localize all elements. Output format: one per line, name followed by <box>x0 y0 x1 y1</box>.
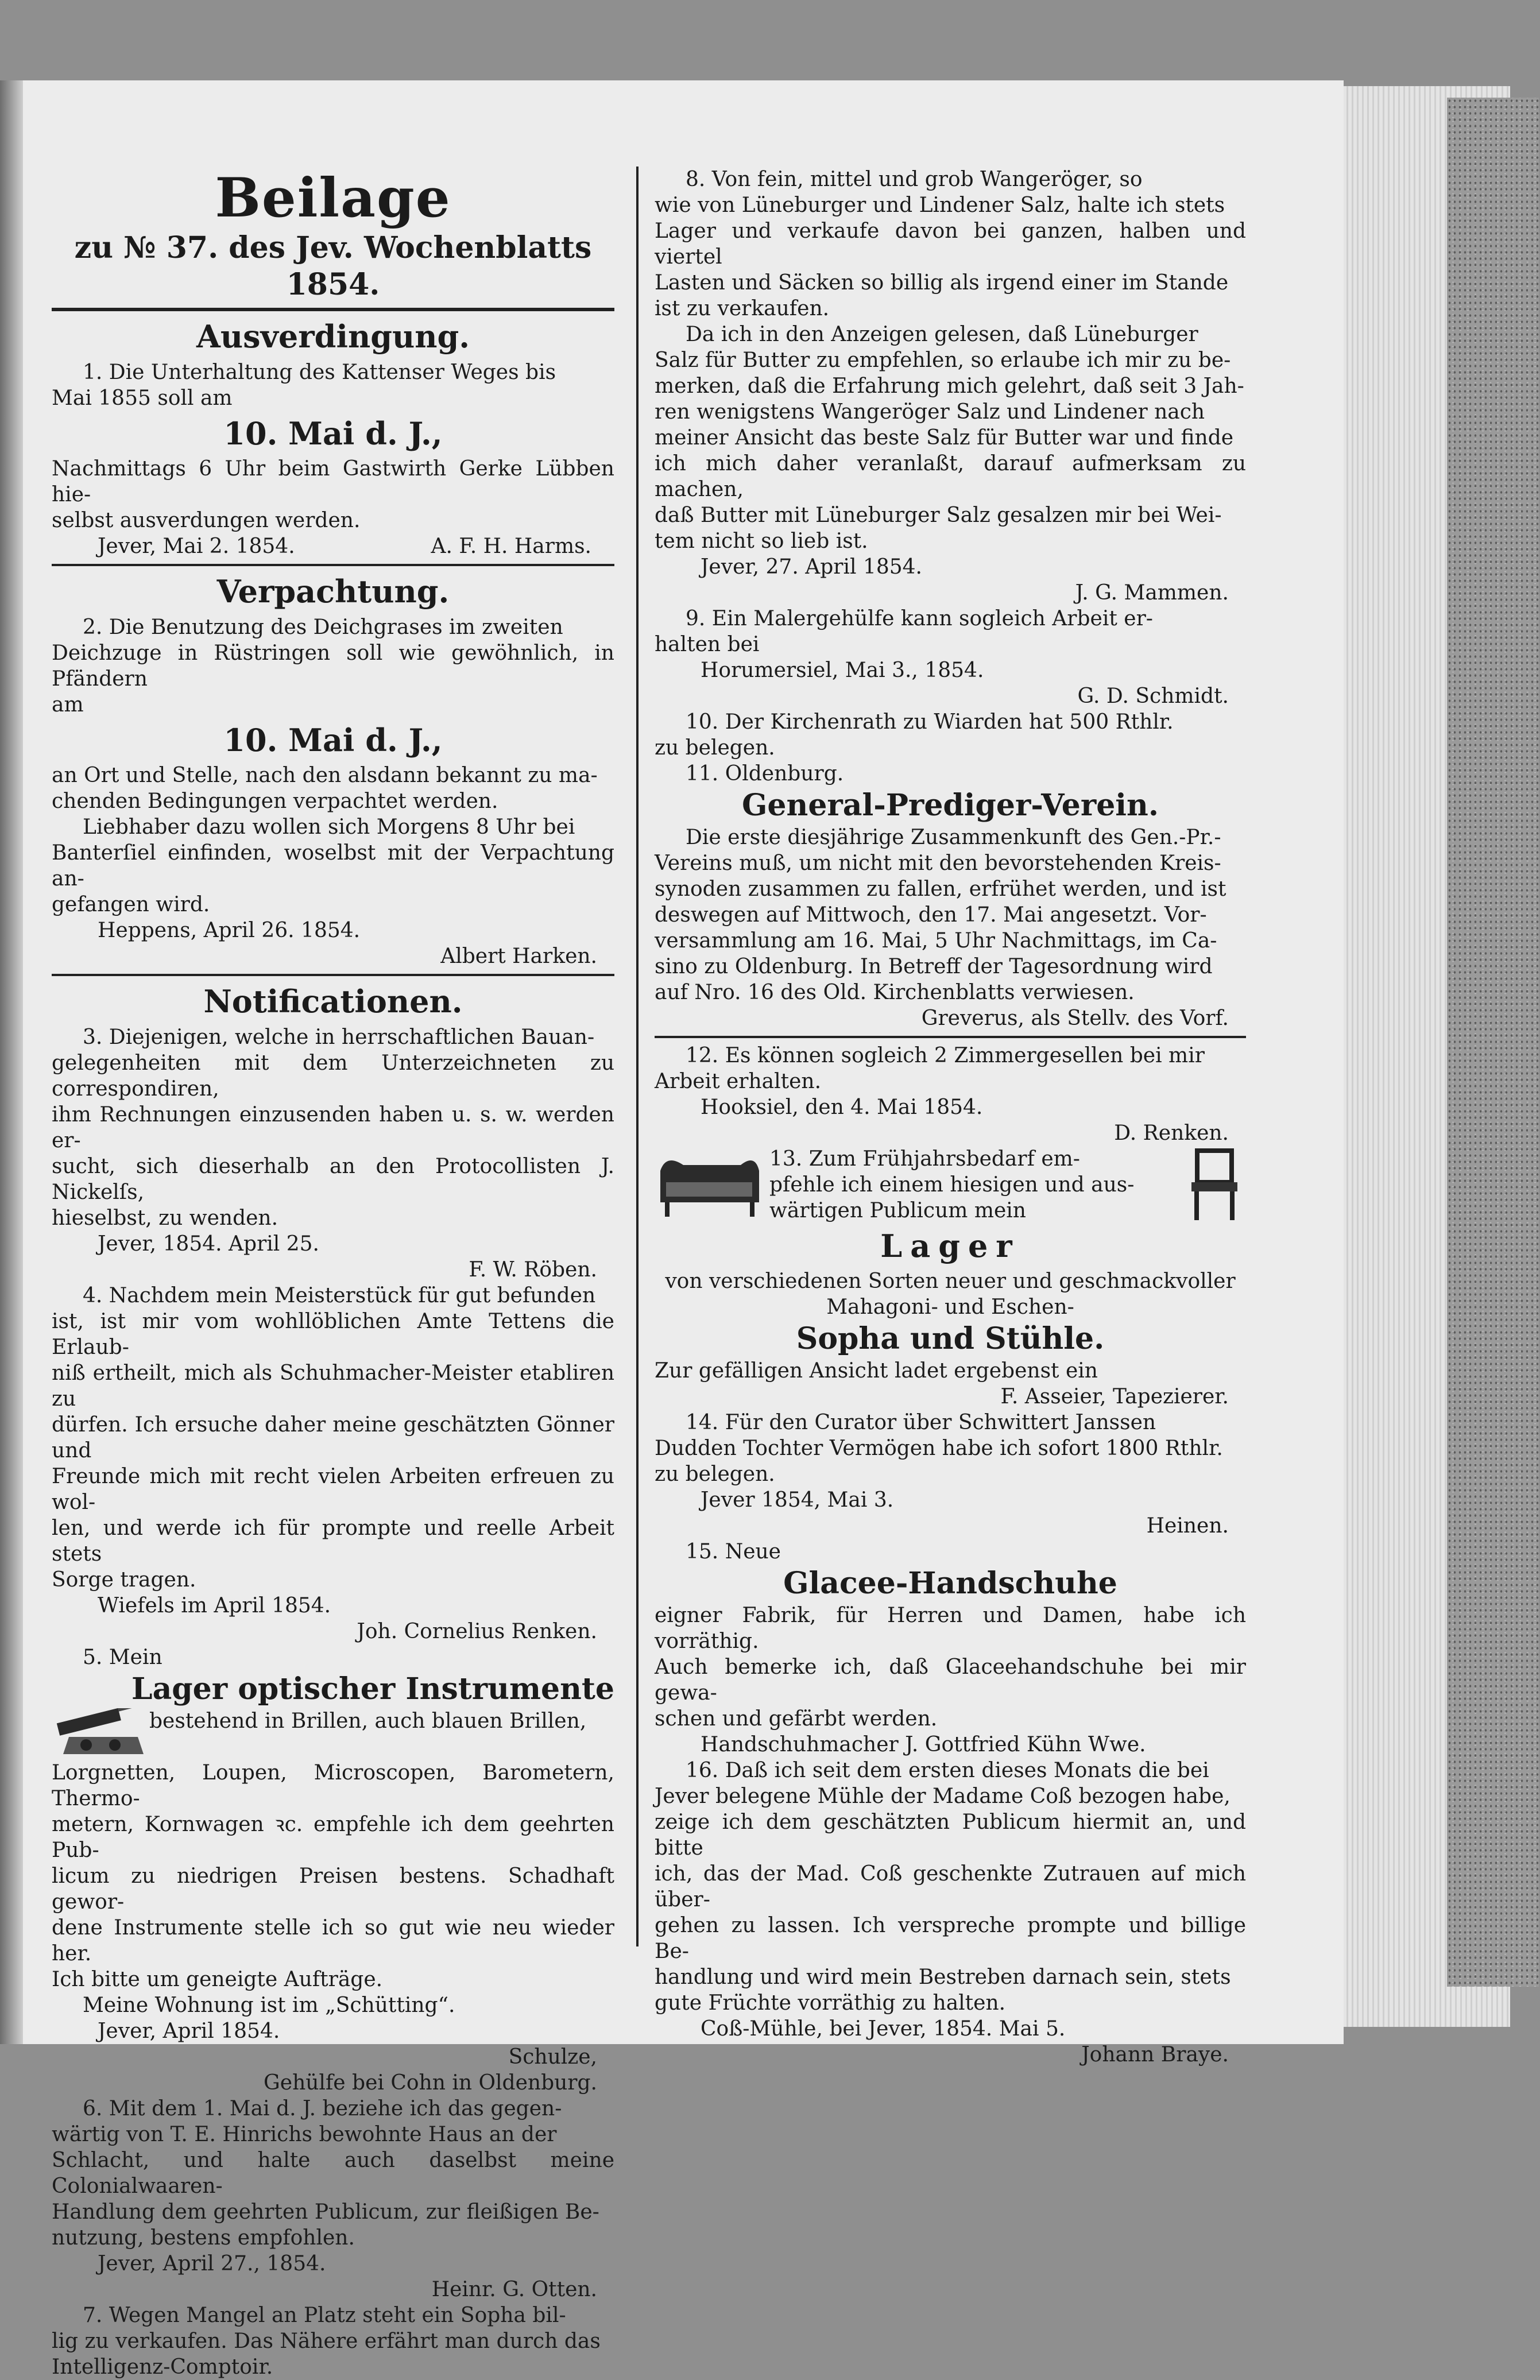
text-line: wie von Lüneburger und Lindener Salz, halte ich stets <box>655 194 1225 217</box>
text-line: Nachmittags 6 Uhr beim Gastwirth Gerke Lübben hie- <box>52 457 614 506</box>
heading-verpachtung: Verpachtung. <box>216 573 450 610</box>
place-date: Jever, April 27., 1854. <box>98 2252 326 2275</box>
text-line: 7. Wegen Mangel an Platz steht ein Sopha bil- <box>83 2304 566 2327</box>
date-heading: 10. Mai d. J., <box>223 415 443 452</box>
text-line: Jever belegene Mühle der Madame Coß bezogen habe, <box>655 1785 1231 1808</box>
text-line: deswegen auf Mittwoch, den 17. Mai angesetzt. Vor- <box>655 903 1207 927</box>
text-line: 2. Die Benutzung des Deichgrases im zweiten <box>83 616 563 639</box>
place-date: Heppens, April 26. 1854. <box>98 919 361 942</box>
text-line: ist zu verkaufen. <box>655 297 830 320</box>
chair-icon <box>1183 1148 1246 1222</box>
text-line: Lorgnetten, Loupen, Microscopen, Barometern, Thermo- <box>52 1761 614 1810</box>
place-date: Horumersiel, Mai 3., 1854. <box>701 659 984 682</box>
text-line: Banterſiel einfinden, woselbst mit der Verpachtung an- <box>52 841 614 891</box>
heading-ausverdingung: Ausverdingung. <box>196 318 470 355</box>
book-spine-left <box>0 80 23 2044</box>
text-line: ihm Rechnungen einzusenden haben u. s. w. werden er- <box>52 1103 614 1152</box>
text-line: lig zu verkaufen. Das Nähere erfährt man durch das <box>52 2329 601 2353</box>
text-line: 14. Für den Curator über Schwittert Janssen <box>686 1411 1156 1434</box>
title-rule <box>52 308 614 311</box>
text-line: tem nicht so lieb ist. <box>655 529 868 553</box>
text-line: 1. Die Unterhaltung des Kattenser Weges bis <box>83 361 556 384</box>
text-line: Mahagoni- und Eschen- <box>826 1295 1074 1319</box>
section-rule <box>52 564 614 566</box>
text-line: an Ort und Stelle, nach den alsdann bekannt zu ma- <box>52 764 598 787</box>
text-line: ren wenigstens Wangeröger Salz und Lindener nach <box>655 400 1205 424</box>
left-column <box>52 167 614 2380</box>
text-line: zu belegen. <box>655 736 775 760</box>
text-line: Lasten und Säcken so billig als irgend einer im Stande <box>655 271 1229 295</box>
text-line: Schlacht, und halte auch daselbst meine Colonialwaaren- <box>52 2149 614 2198</box>
sofa-icon <box>655 1148 764 1222</box>
text-line: wärtigen Publicum mein <box>769 1199 1026 1222</box>
text-line: 16. Daß ich seit dem ersten dieses Monats die bei <box>686 1759 1209 1782</box>
text-line: gehen zu lassen. Ich verspreche prompte und billige Be- <box>655 1914 1246 1963</box>
text-line: 9. Ein Malergehülfe kann sogleich Arbeit er- <box>686 607 1153 630</box>
text-line: dürfen. Ich ersuche daher meine geschätzten Gönner und <box>52 1413 614 1462</box>
place-date: Hooksiel, den 4. Mai 1854. <box>701 1096 983 1119</box>
text-line: wärtig von T. E. Hinrichs bewohnte Haus an der <box>52 2123 557 2146</box>
text-line: zu belegen. <box>655 1462 775 1486</box>
notice-5 <box>52 1644 614 2096</box>
section-rule <box>52 974 614 976</box>
telescope-icon <box>52 1708 149 1760</box>
text-line: gelegenheiten mit dem Unterzeichneten zu correspondiren, <box>52 1051 614 1101</box>
text-line: meiner Ansicht das beste Salz für Butter war und finde <box>655 426 1234 450</box>
signer: F. W. Röben. <box>469 1258 597 1282</box>
text-line: schen und gefärbt werden. <box>655 1707 938 1731</box>
sopha-stuehle-heading: Sopha und Stühle. <box>796 1321 1105 1356</box>
text-line: Intelligenz-Comptoir. <box>52 2355 273 2379</box>
furniture-ad-row <box>655 1146 1246 1224</box>
text-line: Sorge tragen. <box>52 1568 196 1592</box>
text-line: niß ertheilt, mich als Schuhmacher-Meister etabliren zu <box>52 1361 614 1411</box>
text-line: Handlung dem geehrten Publicum, zur fleißigen Be- <box>52 2200 599 2224</box>
text-line: Liebhaber dazu wollen sich Morgens 8 Uhr bei <box>83 815 575 839</box>
text-line: Salz für Butter zu empfehlen, so erlaube ich mir zu be- <box>655 349 1231 372</box>
place-date-line <box>52 533 614 559</box>
text-line: 10. Der Kirchenrath zu Wiarden hat 500 Rthlr. <box>686 710 1174 734</box>
text-line: Vereins muß, um nicht mit den bevorstehenden Kreis- <box>655 852 1221 875</box>
text-line: ich mich daher veranlaßt, darauf aufmerksam zu machen, <box>655 452 1246 501</box>
heading-notificationen: Notificationen. <box>203 983 463 1020</box>
text-line: daß Butter mit Lüneburger Salz gesalzen mir bei Wei- <box>655 504 1222 527</box>
text-line: 15. Neue <box>686 1540 781 1564</box>
signer: Greverus, als Stellv. des Vorf. <box>921 1007 1229 1030</box>
signer: Schulze, <box>508 2045 597 2069</box>
text-line: gute Früchte vorräthig zu halten. <box>655 1991 1006 2015</box>
right-column <box>655 167 1246 2068</box>
signer: Joh. Cornelius Renken. <box>357 1620 597 1643</box>
text-line: Deichzuge in Rüstringen soll wie gewöhnlich, in Pfändern <box>52 641 614 691</box>
signer: Albert Harken. <box>440 945 597 968</box>
text-line: ist, ist mir vom wohllöblichen Amte Tettens die Erlaub- <box>52 1310 614 1359</box>
text-line: selbst ausverdungen werden. <box>52 509 361 532</box>
text-line: Ich bitte um geneigte Aufträge. <box>52 1968 383 1991</box>
text-line: am <box>52 693 84 717</box>
text-line: Da ich in den Anzeigen gelesen, daß Lüneburger <box>686 323 1198 346</box>
text-line: auf Nro. 16 des Old. Kirchenblatts verwiesen. <box>655 981 1135 1004</box>
prediger-verein-heading: General-Prediger-Verein. <box>742 788 1159 823</box>
text-line: bestehend in Brillen, auch blauen Brillen, <box>149 1709 587 1733</box>
book-cover-marbled <box>1447 98 1539 1987</box>
notice-9 <box>655 606 1246 709</box>
text-line: gefangen wird. <box>52 893 210 916</box>
text-line: chenden Bedingungen verpachtet werden. <box>52 790 498 813</box>
place-date: Wiefels im April 1854. <box>98 1594 331 1617</box>
signer: Johann Braye. <box>1081 2043 1229 2066</box>
text-line: Zur gefälligen Ansicht ladet ergebenst ein <box>655 1359 1098 1383</box>
glacee-handschuhe-heading: Glacee-Handschuhe <box>783 1566 1117 1601</box>
text-line: Auch bemerke ich, daß Glaceehandschuhe bei mir gewa- <box>655 1655 1246 1705</box>
notice-15 <box>655 1539 1246 1758</box>
signer: D. Renken. <box>1114 1121 1229 1145</box>
text-line: 5. Mein <box>83 1646 162 1669</box>
text-line: Die erste diesjährige Zusammenkunft des Gen.-Pr.- <box>686 826 1221 849</box>
signer-affiliation: Gehülfe bei Cohn in Oldenburg. <box>264 2071 597 2095</box>
text-line: hieselbst, zu wenden. <box>52 1206 278 1230</box>
newspaper-page <box>23 80 1344 2379</box>
signer: J. G. Mammen. <box>1075 581 1229 605</box>
notice-14 <box>655 1410 1246 1539</box>
text-line: ich, das der Mad. Coß geschenkte Zutrauen auf mich über- <box>655 1862 1246 1911</box>
text-line: 3. Diejenigen, welche in herrschaftlichen Bauan- <box>83 1025 595 1049</box>
notice-4 <box>52 1283 614 1644</box>
place-date: Coß-Mühle, bei Jever, 1854. Mai 5. <box>701 2017 1066 2041</box>
telescope-row <box>52 1708 614 1760</box>
notice-6 <box>52 2096 614 2302</box>
column-divider <box>636 167 639 1946</box>
text-line: Mai 1855 soll am <box>52 386 233 410</box>
signer: Heinen. <box>1146 1514 1229 1538</box>
text-line: versammlung am 16. Mai, 5 Uhr Nachmittags, im Ca- <box>655 929 1217 953</box>
text-line: eigner Fabrik, für Herren und Damen, habe ich vorräthig. <box>655 1604 1246 1653</box>
notice-3 <box>52 1024 614 1283</box>
text-line: synoden zusammen zu fallen, erfrühet werden, und ist <box>655 877 1226 901</box>
text-line: handlung und wird mein Bestreben darnach sein, stets <box>655 1965 1231 1989</box>
text-line: metern, Kornwagen ꝛc. empfehle ich dem geehrten Pub- <box>52 1813 614 1862</box>
text-line: dene Instrumente stelle ich so gut wie neu wieder her. <box>52 1916 614 1965</box>
notice-13 <box>655 1146 1246 1410</box>
signer: A. F. H. Harms. <box>431 535 591 558</box>
text-line: Lager und verkaufe davon bei ganzen, halben und viertel <box>655 219 1246 269</box>
place-date: Jever, April 1854. <box>98 2019 280 2043</box>
text-line: Dudden Tochter Vermögen habe ich sofort 1800 Rthlr. <box>655 1437 1223 1460</box>
notice-10 <box>655 709 1246 761</box>
text-line: von verschiedenen Sorten neuer und geschmackvoller <box>665 1270 1236 1293</box>
notice-16 <box>655 1758 1246 2068</box>
lager-heading: Lager <box>880 1228 1020 1264</box>
notice-11 <box>655 761 1246 1031</box>
text-line: Freunde mich mit recht vielen Arbeiten erfreuen zu wol- <box>52 1465 614 1514</box>
text-line: sino zu Oldenburg. In Betreff der Tagesordnung wird <box>655 955 1213 978</box>
notice-8 <box>655 167 1246 606</box>
text-line: zeige ich dem geschätzten Publicum hiermit an, und bitte <box>655 1810 1246 1860</box>
signer: F. Asseier, Tapezierer. <box>1000 1385 1229 1408</box>
text-line: 6. Mit dem 1. Mai d. J. beziehe ich das gegen- <box>83 2097 562 2120</box>
text-line: 8. Von fein, mittel und grob Wangeröger, so <box>686 168 1143 191</box>
text-line: 4. Nachdem mein Meisterstück für gut befunden <box>83 1284 596 1307</box>
section-rule <box>655 1036 1246 1038</box>
text-line: nutzung, bestens empfohlen. <box>52 2226 355 2250</box>
supplement-subtitle: zu № 37. des Jev. Wochenblatts 1854. <box>74 230 592 302</box>
text-line: Arbeit erhalten. <box>655 1070 822 1093</box>
notice-12 <box>655 1043 1246 1146</box>
text-line: 13. Zum Frühjahrsbedarf em- <box>769 1147 1080 1171</box>
signer: Heinr. G. Otten. <box>431 2278 597 2301</box>
signer: G. D. Schmidt. <box>1077 684 1229 708</box>
text-line: pfehle ich einem hiesigen und aus- <box>769 1173 1135 1197</box>
optical-instruments-heading: Lager optischer Instrumente <box>131 1671 614 1706</box>
text-line: 11. Oldenburg. <box>686 762 844 785</box>
text-line: merken, daß die Erfahrung mich gelehrt, daß seit 3 Jah- <box>655 374 1244 398</box>
text-line: sucht, sich dieserhalb an den Protocollisten J. Nickelſs, <box>52 1155 614 1204</box>
text-line: licum zu niedrigen Preisen bestens. Schadhaft gewor- <box>52 1864 614 1914</box>
text-line: len, und werde ich für prompte und reelle Arbeit stets <box>52 1516 614 1566</box>
supplement-title: Beilage <box>215 167 451 230</box>
date-heading: 10. Mai d. J., <box>223 722 443 758</box>
text-line: 12. Es können sogleich 2 Zimmergesellen bei mir <box>686 1044 1205 1067</box>
notice-7 <box>52 2302 614 2380</box>
text-line: Meine Wohnung ist im „Schütting“. <box>83 1994 455 2017</box>
place-date: Jever 1854, Mai 3. <box>701 1488 894 1512</box>
place-date: Jever, Mai 2. 1854. <box>98 535 295 558</box>
place-date: Jever, 27. April 1854. <box>701 555 922 579</box>
place-date: Jever, 1854. April 25. <box>98 1232 319 1256</box>
signer: Handschuhmacher J. Gottfried Kühn Wwe. <box>701 1733 1146 1756</box>
text-line: halten bei <box>655 633 760 656</box>
